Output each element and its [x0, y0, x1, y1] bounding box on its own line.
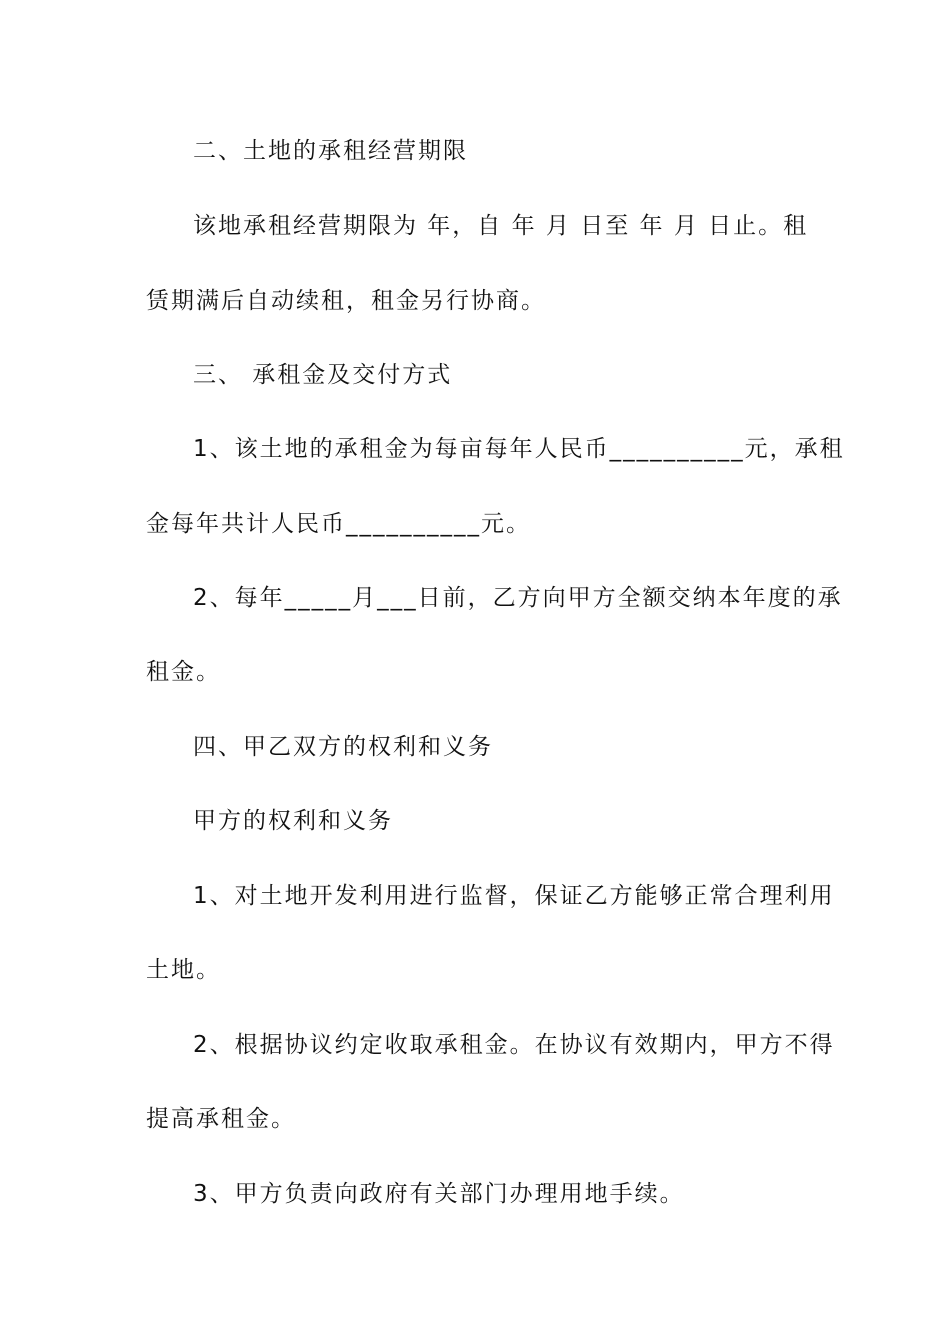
paragraph-line: 赁期满后自动续租，租金另行协商。	[146, 288, 546, 314]
paragraph-line: 金每年共计人民币__________元。	[146, 511, 531, 537]
section-heading-rights-obligations: 四、甲乙双方的权利和义务	[193, 734, 493, 760]
section-heading-lease-term: 二、土地的承租经营期限	[193, 138, 468, 164]
paragraph-line: 土地。	[146, 957, 221, 983]
paragraph-line: 2、每年_____月___日前，乙方向甲方全额交纳本年度的承	[193, 585, 843, 611]
paragraph-line: 3、甲方负责向政府有关部门办理用地手续。	[193, 1181, 685, 1207]
paragraph-line: 提高承租金。	[146, 1106, 296, 1132]
section-heading-rent-payment: 三、 承租金及交付方式	[193, 362, 453, 388]
subheading-party-a: 甲方的权利和义务	[193, 808, 393, 834]
paragraph-line: 1、该土地的承租金为每亩每年人民币__________元，承租	[193, 436, 845, 462]
paragraph-line: 2、根据协议约定收取承租金。在协议有效期内，甲方不得	[193, 1032, 835, 1058]
paragraph-line: 该地承租经营期限为 年，自 年 月 日至 年 月 日止。租	[193, 213, 809, 239]
paragraph-line: 1、对土地开发利用进行监督，保证乙方能够正常合理利用	[193, 883, 835, 909]
paragraph-line: 租金。	[146, 659, 221, 685]
